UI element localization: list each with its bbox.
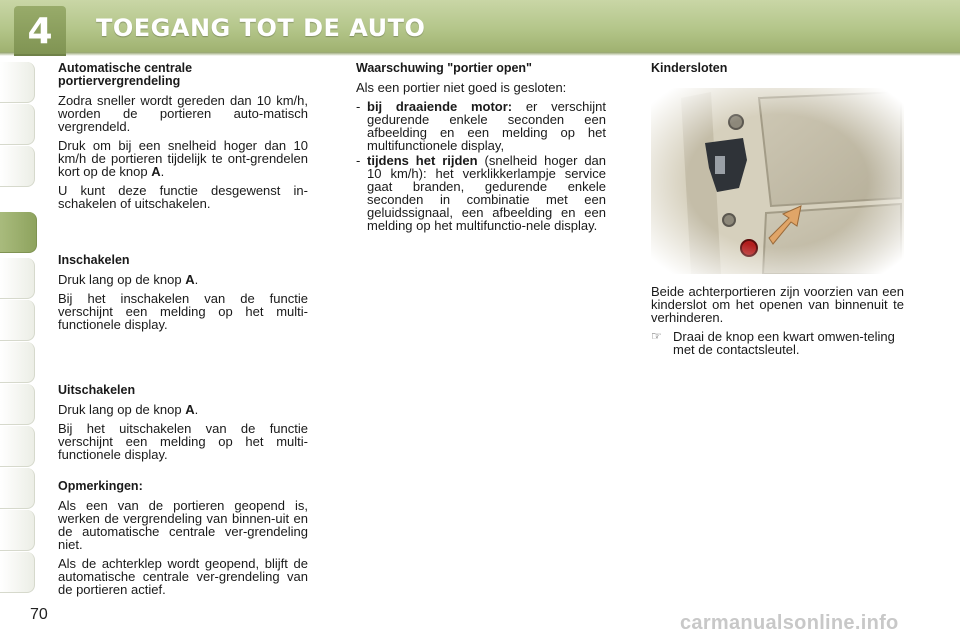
dash: - <box>356 99 361 114</box>
list-item-text <box>367 154 606 232</box>
side-tab-11[interactable] <box>0 510 35 551</box>
dash: - <box>356 153 361 168</box>
header-shadow <box>0 52 960 56</box>
text: er verschijnt gedurende enkele seconden een afbeelding en een melding op het multifunctionele display, <box>367 99 606 153</box>
paragraph: Als een portier niet goed is gesloten: <box>356 80 567 95</box>
side-tab-9[interactable] <box>0 426 35 467</box>
section-heading: Inschakelen <box>58 253 130 267</box>
pointing-hand-icon: ☞ <box>651 329 662 343</box>
heading-line-2: portiervergrendeling <box>58 74 181 88</box>
instruction-item <box>651 330 904 356</box>
paragraph: Als de achterklep wordt geopend, blijft de automatische centrale ver-grendeling van de portieren actief. <box>58 556 308 597</box>
text: Druk lang op de knop <box>58 402 186 417</box>
side-tab-4-active[interactable] <box>0 212 37 253</box>
text: . <box>194 402 199 417</box>
section-remarks <box>58 480 308 602</box>
text: (snelheid hoger dan 10 km/h): het verklikkerlampje service gaat branden, gedurende enkele seconden in combinatie met een geluidssignaal, een afbeelding en een melding op het multifunctio-nele display. <box>367 153 607 233</box>
paragraph: Als een van de portieren geopend is, werken de vergrendeling van binnen-uit en de automatische centrale ver-grendeling niet. <box>58 498 308 552</box>
section-enable <box>58 254 308 337</box>
section-disable <box>58 384 308 467</box>
bold-text: bij draaiende motor: <box>367 99 513 114</box>
door-illustration <box>651 88 904 274</box>
section-heading: Opmerkingen: <box>58 479 143 493</box>
side-tab-8[interactable] <box>0 384 35 425</box>
paragraph: Zodra sneller wordt gereden dan 10 km/h, worden de portieren auto-matisch vergrendeld. <box>58 93 308 134</box>
key-label: A <box>185 272 195 287</box>
list-item-text <box>367 100 606 152</box>
key-label: A <box>185 402 195 417</box>
watermark: carmanualsonline.info <box>680 612 899 634</box>
key-label: A <box>151 164 161 179</box>
text: Druk om bij een snelheid hoger dan 10 km/h de portieren tijdelijk te ont-grendelen kort op de knop <box>58 138 308 179</box>
section-heading: Kindersloten <box>651 61 728 75</box>
list-item <box>356 100 606 152</box>
side-tab-5[interactable] <box>0 258 35 299</box>
chapter-number-tab: 4 <box>14 6 66 56</box>
side-tab-2[interactable] <box>0 104 35 145</box>
side-tab-3[interactable] <box>0 146 35 187</box>
page-title: TOEGANG TOT DE AUTO <box>96 14 426 42</box>
text: . <box>160 164 165 179</box>
column-right-text <box>651 285 904 356</box>
side-tab-7[interactable] <box>0 342 35 383</box>
column-right <box>651 62 904 81</box>
child-lock-door-image <box>651 88 904 274</box>
page-number: 70 <box>30 606 48 623</box>
paragraph: Bij het inschakelen van de functie verschijnt een melding op het multi-functionele display. <box>58 291 308 332</box>
text: Druk lang op de knop <box>58 272 186 287</box>
paragraph <box>58 273 308 286</box>
side-tab-1[interactable] <box>0 62 35 103</box>
section-heading: Uitschakelen <box>58 383 136 397</box>
paragraph <box>58 139 308 178</box>
paragraph: Bij het uitschakelen van de functie verschijnt een melding op het multi-functionele display. <box>58 421 308 462</box>
photo-vignette <box>651 88 904 274</box>
side-tab-6[interactable] <box>0 300 35 341</box>
paragraph: Beide achterportieren zijn voorzien van een kinderslot om het openen van binnenuit te verhinderen. <box>651 284 904 325</box>
paragraph: U kunt deze functie desgewenst in-schakelen of uitschakelen. <box>58 183 308 211</box>
section-heading <box>58 62 308 88</box>
heading-line-1: Automatische centrale <box>58 61 193 75</box>
paragraph <box>58 403 308 416</box>
text: . <box>194 272 199 287</box>
column-middle <box>356 62 606 234</box>
instruction-text: Draai de knop een kwart omwen-teling met de contactsleutel. <box>673 329 895 357</box>
section-central-locking <box>58 62 308 216</box>
side-tab-12[interactable] <box>0 552 35 593</box>
side-tab-10[interactable] <box>0 468 35 509</box>
bold-text: tijdens het rijden <box>367 153 478 168</box>
list-item <box>356 154 606 232</box>
section-heading: Waarschuwing "portier open" <box>356 61 532 75</box>
